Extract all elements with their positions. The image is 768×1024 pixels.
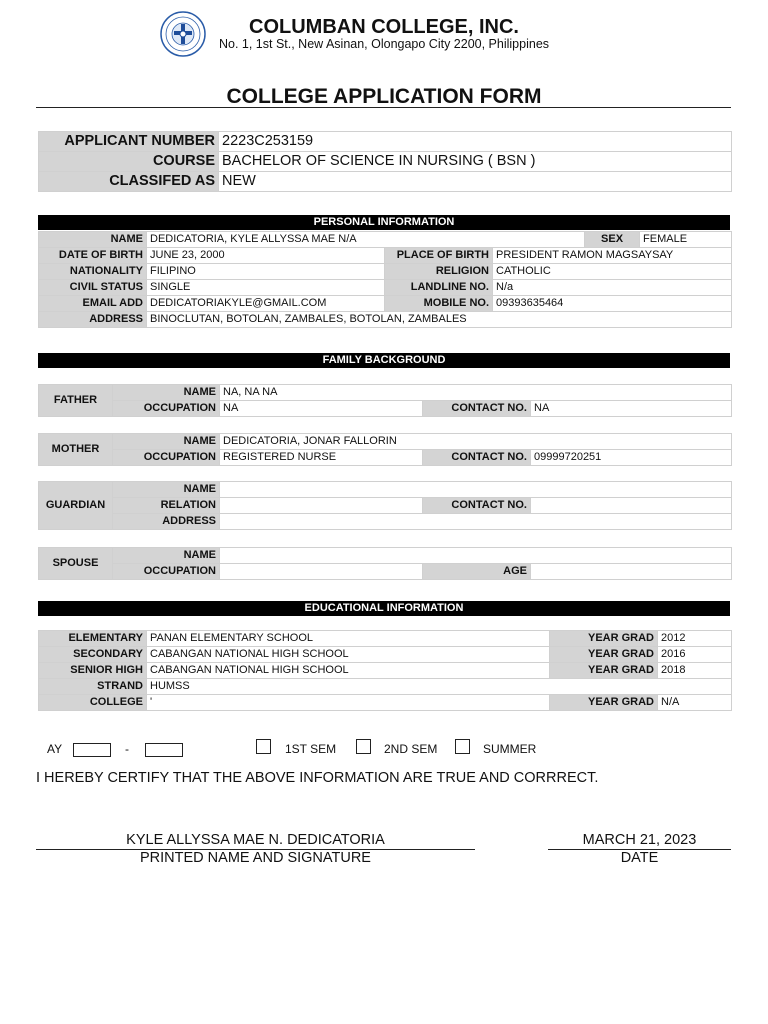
- email-value: DEDICATORIAKYLE@GMAIL.COM: [147, 296, 385, 312]
- strand-label: STRAND: [39, 679, 147, 695]
- course-label: COURSE: [39, 152, 219, 172]
- name-value: DEDICATORIA, KYLE ALLYSSA MAE N/A: [147, 232, 585, 248]
- mother-occupation-label: OCCUPATION: [113, 450, 220, 466]
- guardian-relation-label: RELATION: [113, 498, 220, 514]
- spouse-name-label: NAME: [113, 548, 220, 564]
- ay-end-input[interactable]: [145, 743, 183, 757]
- father-occupation-label: OCCUPATION: [113, 401, 220, 417]
- education-table: [38, 630, 732, 711]
- spouse-age-label: AGE: [423, 564, 531, 580]
- applicant-number-label: APPLICANT NUMBER: [39, 132, 219, 152]
- mother-label: MOTHER: [39, 434, 113, 466]
- secondary-label: SECONDARY: [39, 647, 147, 663]
- guardian-address-label: ADDRESS: [113, 514, 220, 530]
- pob-value: PRESIDENT RAMON MAGSAYSAY: [493, 248, 732, 264]
- nationality-label: NATIONALITY: [39, 264, 147, 280]
- first-sem-checkbox[interactable]: [256, 739, 271, 754]
- father-occupation-value: NA: [220, 401, 423, 417]
- spouse-label: SPOUSE: [39, 548, 113, 580]
- strand-value: HUMSS: [147, 679, 732, 695]
- religion-label: RELIGION: [385, 264, 493, 280]
- guardian-name-label: NAME: [113, 482, 220, 498]
- spouse-table: [38, 547, 732, 580]
- pob-label: PLACE OF BIRTH: [385, 248, 493, 264]
- landline-label: LANDLINE NO.: [385, 280, 493, 296]
- guardian-contact-label: CONTACT NO.: [423, 498, 531, 514]
- spouse-name-value: [220, 548, 732, 564]
- second-sem-label: 2ND SEM: [384, 742, 438, 756]
- guardian-name-value: [220, 482, 732, 498]
- father-table: [38, 384, 732, 417]
- civil-status-value: SINGLE: [147, 280, 385, 296]
- dob-label: DATE OF BIRTH: [39, 248, 147, 264]
- applicant-number-value: 2223C253159: [219, 132, 732, 152]
- personal-info-header: PERSONAL INFORMATION: [38, 215, 730, 230]
- guardian-label: GUARDIAN: [39, 482, 113, 530]
- senior-high-value: CABANGAN NATIONAL HIGH SCHOOL: [147, 663, 550, 679]
- classified-label: CLASSIFED AS: [39, 172, 219, 192]
- printed-name: KYLE ALLYSSA MAE N. DEDICATORIA: [126, 832, 385, 848]
- ay-label: AY: [47, 742, 63, 756]
- family-background-header: FAMILY BACKGROUND: [38, 353, 730, 368]
- mother-table: [38, 433, 732, 466]
- course-value: BACHELOR OF SCIENCE IN NURSING ( BSN ): [219, 152, 732, 172]
- elementary-year-label: YEAR GRAD: [550, 631, 658, 647]
- elementary-value: PANAN ELEMENTARY SCHOOL: [147, 631, 550, 647]
- classified-value: NEW: [219, 172, 732, 192]
- mother-contact-value: 09999720251: [531, 450, 732, 466]
- ay-dash: -: [125, 742, 129, 756]
- address-label: ADDRESS: [39, 312, 147, 328]
- mother-name-label: NAME: [113, 434, 220, 450]
- college-address: No. 1, 1st St., New Asinan, Olongapo City 2200, Philippines: [218, 37, 550, 51]
- secondary-value: CABANGAN NATIONAL HIGH SCHOOL: [147, 647, 550, 663]
- date-value: MARCH 21, 2023: [582, 832, 697, 848]
- sex-value: FEMALE: [640, 232, 732, 248]
- signature-caption: PRINTED NAME AND SIGNATURE: [140, 850, 371, 866]
- father-contact-value: NA: [531, 401, 732, 417]
- father-contact-label: CONTACT NO.: [423, 401, 531, 417]
- personal-info-table: [38, 231, 732, 328]
- title-divider: [36, 107, 731, 108]
- secondary-year-label: YEAR GRAD: [550, 647, 658, 663]
- father-name-label: NAME: [113, 385, 220, 401]
- college-year-value: N/A: [658, 695, 732, 711]
- name-label: NAME: [39, 232, 147, 248]
- guardian-contact-value: [531, 498, 732, 514]
- religion-value: CATHOLIC: [493, 264, 732, 280]
- guardian-table: [38, 481, 732, 530]
- guardian-address-value: [220, 514, 732, 530]
- mobile-value: 09393635464: [493, 296, 732, 312]
- date-caption: DATE: [620, 850, 659, 866]
- first-sem-label: 1ST SEM: [285, 742, 337, 756]
- father-label: FATHER: [39, 385, 113, 417]
- college-name: COLUMBAN COLLEGE, INC.: [249, 16, 519, 38]
- mobile-label: MOBILE NO.: [385, 296, 493, 312]
- college-value: ': [147, 695, 550, 711]
- spouse-occupation-value: [220, 564, 423, 580]
- senior-high-year-value: 2018: [658, 663, 732, 679]
- elementary-year-value: 2012: [658, 631, 732, 647]
- summer-label: SUMMER: [483, 742, 537, 756]
- form-title: COLLEGE APPLICATION FORM: [226, 85, 542, 108]
- educational-info-header: EDUCATIONAL INFORMATION: [38, 601, 730, 616]
- mother-occupation-value: REGISTERED NURSE: [220, 450, 423, 466]
- college-label: COLLEGE: [39, 695, 147, 711]
- civil-status-label: CIVIL STATUS: [39, 280, 147, 296]
- email-label: EMAIL ADD: [39, 296, 147, 312]
- secondary-year-value: 2016: [658, 647, 732, 663]
- dob-value: JUNE 23, 2000: [147, 248, 385, 264]
- sex-label: SEX: [585, 232, 640, 248]
- address-value: BINOCLUTAN, BOTOLAN, ZAMBALES, BOTOLAN, ZAMBALES: [147, 312, 732, 328]
- ay-start-input[interactable]: [73, 743, 111, 757]
- mother-name-value: DEDICATORIA, JONAR FALLORIN: [220, 434, 732, 450]
- father-name-value: NA, NA NA: [220, 385, 732, 401]
- senior-high-year-label: YEAR GRAD: [550, 663, 658, 679]
- summer-checkbox[interactable]: [455, 739, 470, 754]
- landline-value: N/a: [493, 280, 732, 296]
- college-logo: [158, 11, 208, 57]
- spouse-age-value: [531, 564, 732, 580]
- guardian-relation-value: [220, 498, 423, 514]
- nationality-value: FILIPINO: [147, 264, 385, 280]
- spouse-occupation-label: OCCUPATION: [113, 564, 220, 580]
- college-year-label: YEAR GRAD: [550, 695, 658, 711]
- elementary-label: ELEMENTARY: [39, 631, 147, 647]
- senior-high-label: SENIOR HIGH: [39, 663, 147, 679]
- certification-statement: I HEREBY CERTIFY THAT THE ABOVE INFORMATION ARE TRUE AND CORRRECT.: [36, 770, 599, 786]
- applicant-table: [38, 131, 732, 192]
- second-sem-checkbox[interactable]: [356, 739, 371, 754]
- mother-contact-label: CONTACT NO.: [423, 450, 531, 466]
